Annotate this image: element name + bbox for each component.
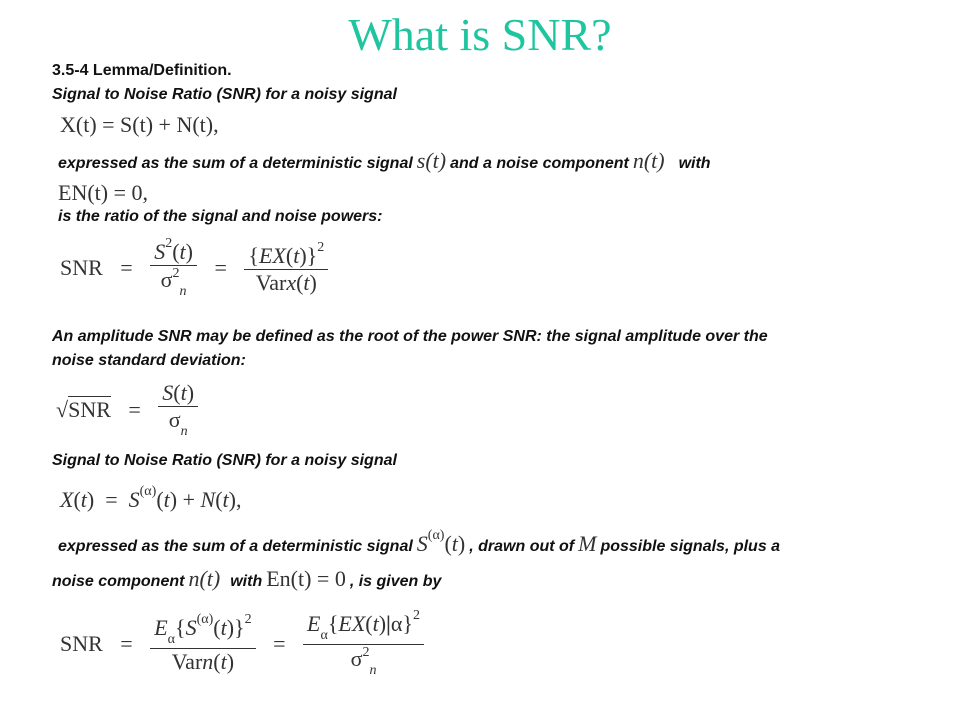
- text-5c: possible signals, plus a: [600, 538, 781, 555]
- equals-sign: =: [120, 255, 133, 280]
- text-5b: , drawn out of: [469, 538, 575, 555]
- slide-title: What is SNR?: [348, 9, 612, 60]
- text-line-3: An amplitude SNR may be defined as the root of the power SNR: the signal amplitude over the: [52, 328, 768, 345]
- text-1b: and a noise component: [450, 155, 629, 172]
- fraction-alpha-conditional: $\frac{E_\alpha\{EX(t)|\alpha\}^2}{\sigma^2_n}$: [303, 608, 424, 679]
- var-m: M: [578, 531, 597, 556]
- equation-snr-amplitude: [56, 380, 198, 440]
- equation-snr-power: [60, 236, 328, 300]
- equals-sign: =: [128, 397, 141, 422]
- text-6a: noise component: [52, 573, 185, 590]
- text-line-5: expressed as the sum of a deterministic signal $S^{(\alpha)}(t)$ , drawn out of M possible signals, plus a: [58, 528, 781, 556]
- text-5a: expressed as the sum of a deterministic signal: [58, 538, 413, 555]
- fraction-amplitude: $\frac{S(t)}{\sigma_n}$: [158, 380, 198, 440]
- equation-snr-alpha: [60, 608, 424, 679]
- text-line-6: [52, 566, 441, 592]
- fraction-signal-over-sigma: $\frac{S^2(t)}{\sigma^2_n}$: [150, 236, 197, 300]
- var-n-t-2: n(t): [188, 566, 221, 591]
- intro-text-1: Signal to Noise Ratio (SNR) for a noisy signal: [52, 86, 397, 103]
- text-1c: with: [678, 155, 711, 172]
- text-line-4: noise standard deviation:: [52, 352, 246, 369]
- intro-text-2: Signal to Noise Ratio (SNR) for a noisy signal: [52, 452, 397, 469]
- equals-sign: =: [273, 630, 286, 656]
- equals-sign: =: [214, 255, 227, 280]
- equation-signal-model: X(t) = S(t) + N(t),: [60, 112, 219, 137]
- fraction-expectation-over-variance: $\frac{\{EX(t)\}^2}{\text{Varx(t)}}$: [244, 240, 328, 296]
- sqrt-snr-label: √SNR: [56, 397, 111, 422]
- var-n-t: n(t): [632, 148, 665, 173]
- equals-sign: =: [120, 630, 133, 656]
- snr-label: SNR: [60, 255, 103, 280]
- equation-signal-model-alpha: $X(t) = S^{(\alpha)}(t) + N(t)$,: [60, 484, 242, 512]
- text-6c: , is given by: [349, 573, 442, 590]
- fraction-alpha-signal: $\frac{E_\alpha\{S^{(\alpha)}(t)\}^2}{\text{Varn(t)}}$: [150, 612, 255, 675]
- var-s-t: s(t): [416, 148, 447, 173]
- equation-noise-zero: En(t) = 0: [266, 566, 346, 591]
- snr-label-2: SNR: [60, 630, 103, 656]
- text-line-2: is the ratio of the signal and noise powers:: [58, 208, 383, 225]
- equation-zero-mean: EN(t) = 0,: [58, 180, 148, 205]
- text-6b: with: [230, 573, 263, 590]
- text-line-1: [58, 148, 711, 174]
- lemma-heading: 3.5-4 Lemma/Definition.: [52, 62, 232, 79]
- text-1a: expressed as the sum of a deterministic signal: [58, 155, 413, 172]
